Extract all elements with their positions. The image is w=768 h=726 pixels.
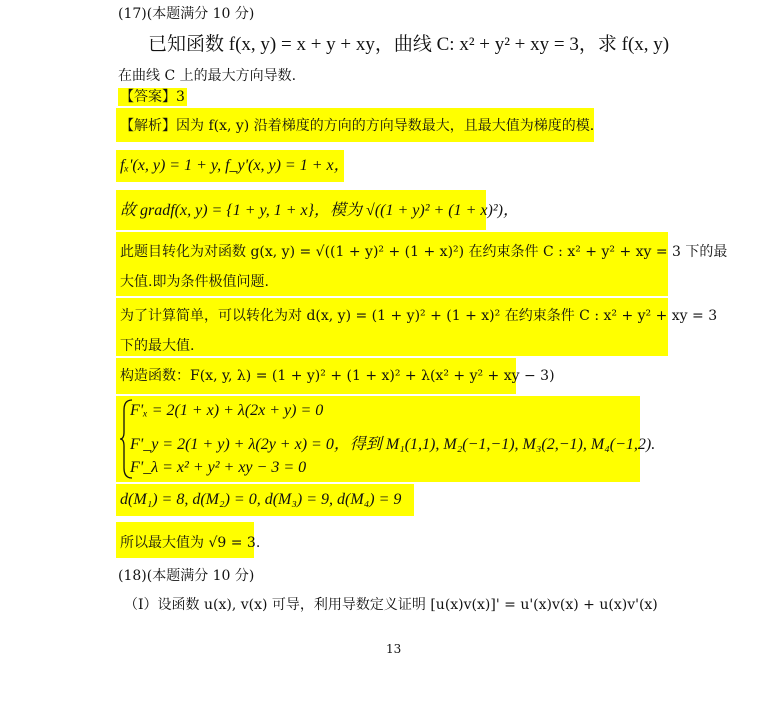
- analysis-highlight-5: [116, 298, 668, 356]
- simplify-line: 为了计算简单，可以转化为对 d(x, y) = (1 + y)² + (1 + x)² 在约束条件 C : x² + y² + xy = 3: [120, 308, 718, 324]
- analysis-intro: 【解析】因为 f(x, y) 沿着梯度的方向的方向导数最大，且最大值为梯度的模.: [120, 118, 595, 134]
- lagrange-function: 构造函数：F(x, y, λ) = (1 + y)² + (1 + x)² + λ(x² + y² + xy − 3): [120, 368, 555, 384]
- q17-statement-line1: 已知函数 f(x, y) = x + y + xy，曲线 C: x² + y² + xy = 3，求 f(x, y): [148, 34, 670, 55]
- q18-part1: （I）设函数 u(x), v(x) 可导，利用导数定义证明 [u(x)v(x)]' = u'(x)v(x) + u(x)v'(x): [124, 597, 658, 613]
- answer-label: 【答案】3: [120, 89, 185, 105]
- critical-values: d(M₁) = 8, d(M₂) = 0, d(M₃) = 9, d(M₄) = 9: [120, 491, 402, 508]
- gradient-line: 故 gradf(x, y) = {1 + y, 1 + x}，模为 √((1 + y)² + (1 + x)²)，: [120, 202, 519, 219]
- transform-line: 此题目转化为对函数 g(x, y) = √((1 + y)² + (1 + x)²) 在约束条件 C : x² + y² + xy = 3 下的最: [120, 244, 728, 260]
- q18-header: (18)(本题满分 10 分): [118, 568, 255, 584]
- page-number: 13: [386, 642, 402, 656]
- conclusion: 所以最大值为 √9 = 3.: [120, 535, 261, 551]
- transform-line-cont: 大值.即为条件极值问题.: [120, 274, 269, 290]
- system-eq2: F'_y = 2(1 + y) + λ(2y + x) = 0，得到 M₁(1,1), M₂(−1,−1), M₃(2,−1), M₄(−1,2).: [130, 436, 656, 453]
- q17-statement-line2: 在曲线 C 上的最大方向导数.: [118, 68, 297, 84]
- q17-header: (17)(本题满分 10 分): [118, 6, 255, 22]
- simplify-line-cont: 下的最大值.: [120, 338, 195, 354]
- system-eq3: F'_λ = x² + y² + xy − 3 = 0: [130, 459, 307, 476]
- system-eq1: F'ₓ = 2(1 + x) + λ(2x + y) = 0: [130, 402, 324, 419]
- partial-derivatives: fₓ'(x, y) = 1 + y, f_y'(x, y) = 1 + x，: [120, 157, 350, 174]
